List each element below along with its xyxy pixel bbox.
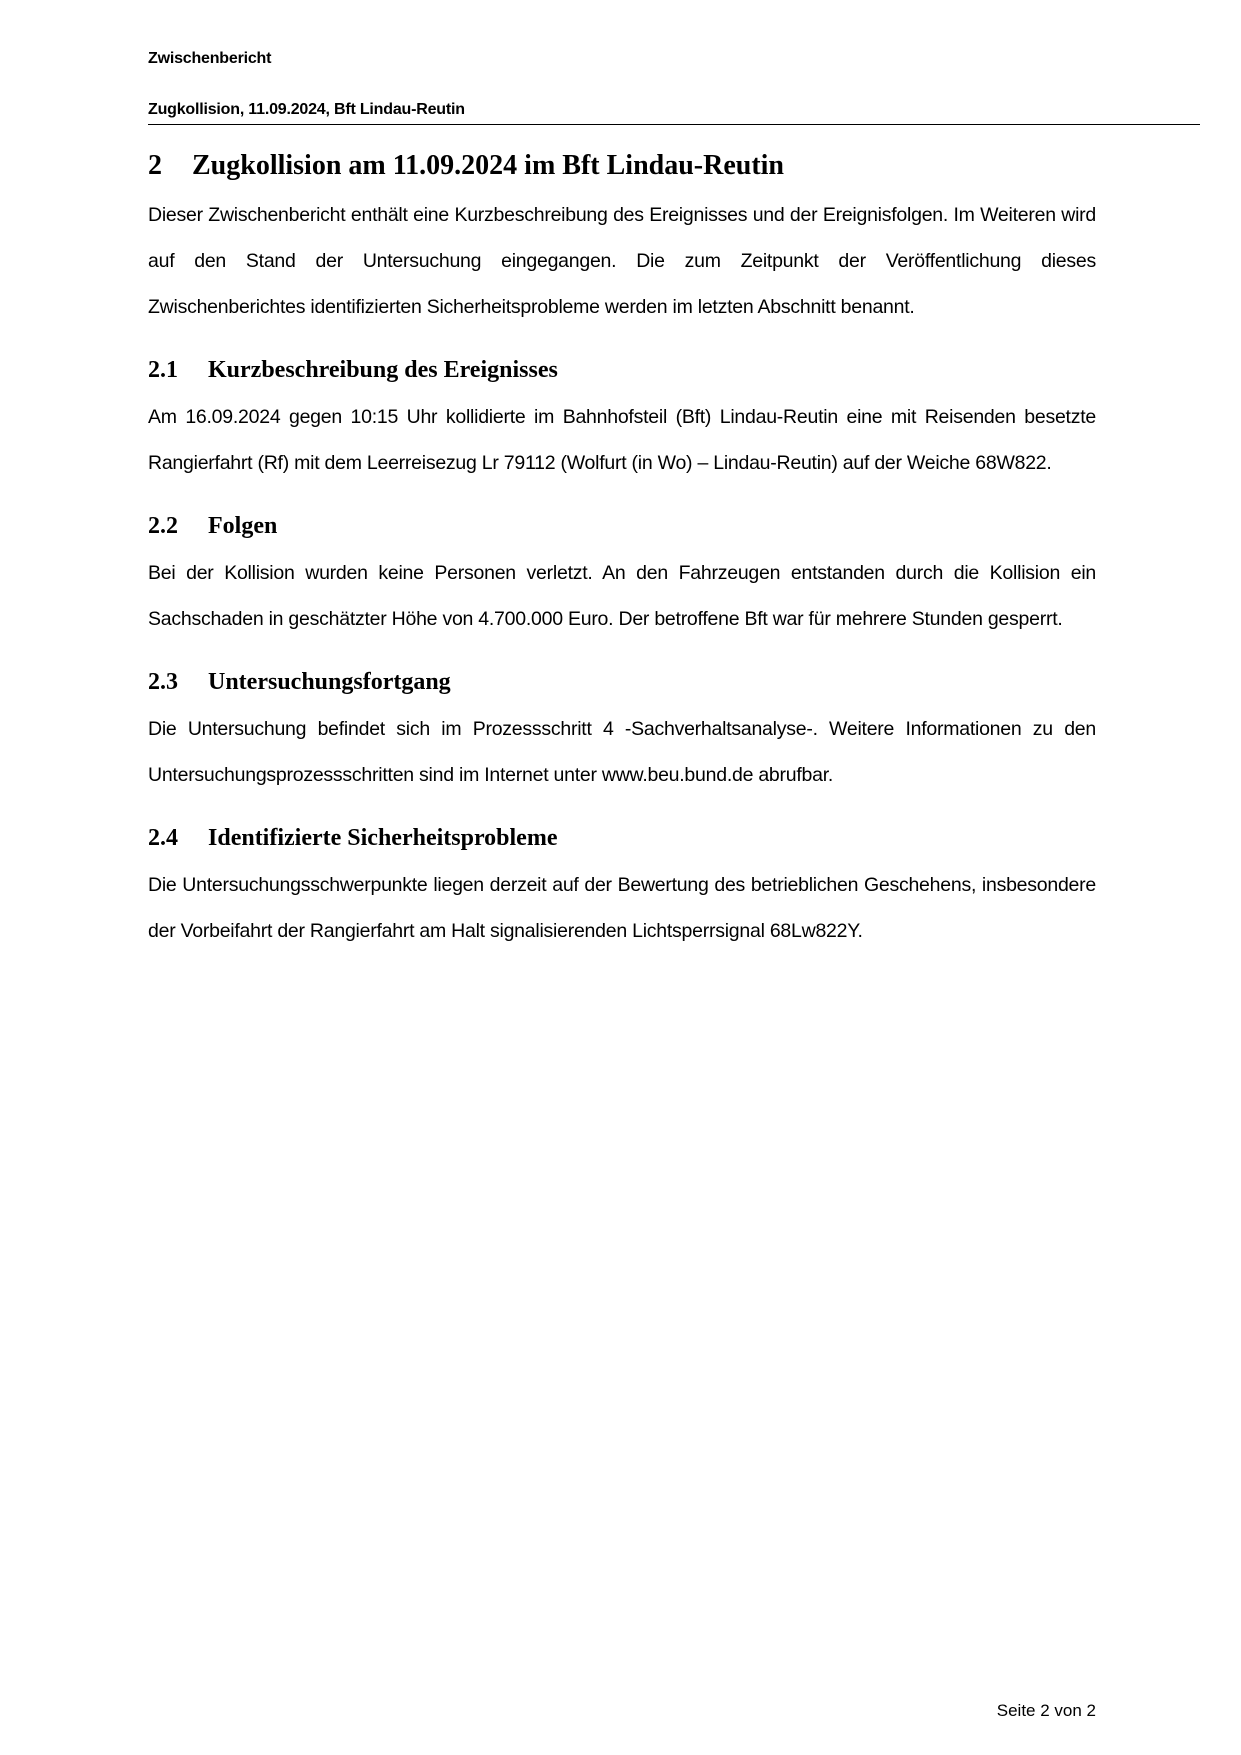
section-text-2-2: Bei der Kollision wurden keine Personen verletzt. An den Fahrzeugen entstanden durch die Kollision ein Sachschaden in geschätzter Höhe von 4.700.000 Euro. Der betroffene Bft war für mehrere Stunden gesperrt. xyxy=(148,562,1096,630)
chapter-intro: Dieser Zwischenbericht enthält eine Kurzbeschreibung des Ereignisses und der Ereignisfolgen. Im Weiteren wird auf den Stand der Untersuchung eingegangen. Die zum Zeitpunkt der Veröffentlichung dieses Zwischenberichtes identifizierten Sicherheitsprobleme werden im letzten Abschnitt benannt. xyxy=(148,204,1096,318)
section-text-2-4: Die Untersuchungsschwerpunkte liegen derzeit auf der Bewertung des betrieblichen Geschehens, insbesondere der Vorbeifahrt der Rangierfahrt am Halt signalisierenden Lichtsperrsignal 68Lw822Y. xyxy=(148,874,1096,942)
section-title: Folgen xyxy=(208,513,278,539)
page-number: Seite 2 von 2 xyxy=(996,1701,1096,1720)
running-header-doc-type: Zwischenbericht xyxy=(148,50,272,67)
section-heading-2-4 xyxy=(148,820,1096,856)
chapter-heading xyxy=(148,146,1096,186)
section-heading-2-2 xyxy=(148,508,1096,544)
running-header-subject: Zugkollision, 11.09.2024, Bft Lindau-Reutin xyxy=(148,101,465,118)
section-heading-2-1 xyxy=(148,352,1096,388)
section-title: Kurzbeschreibung des Ereignisses xyxy=(208,357,558,383)
section-number: 2.3 xyxy=(148,669,178,695)
section-heading-2-3 xyxy=(148,664,1096,700)
section-number: 2.4 xyxy=(148,825,178,851)
section-number: 2.1 xyxy=(148,357,178,383)
section-number: 2.2 xyxy=(148,513,178,539)
section-title: Untersuchungsfortgang xyxy=(208,669,451,695)
chapter-title: Zugkollision am 11.09.2024 im Bft Lindau-Reutin xyxy=(192,150,785,181)
section-text-2-1: Am 16.09.2024 gegen 10:15 Uhr kollidierte im Bahnhofsteil (Bft) Lindau-Reutin eine mit Reisenden besetzte Rangierfahrt (Rf) mit dem Leerreisezug Lr 79112 (Wolfurt (in Wo) – Lindau-Reutin) auf der Weiche 68W822. xyxy=(148,406,1096,474)
section-text-2-3: Die Untersuchung befindet sich im Prozessschritt 4 -Sachverhaltsanalyse-. Weitere Informationen zu den Untersuchungsprozessschritten sind im Internet unter www.beu.bund.de abrufbar. xyxy=(148,718,1096,786)
chapter-number: 2 xyxy=(148,150,162,181)
header-divider xyxy=(148,124,1200,125)
section-title: Identifizierte Sicherheitsprobleme xyxy=(208,825,558,851)
document-body xyxy=(148,146,1096,954)
